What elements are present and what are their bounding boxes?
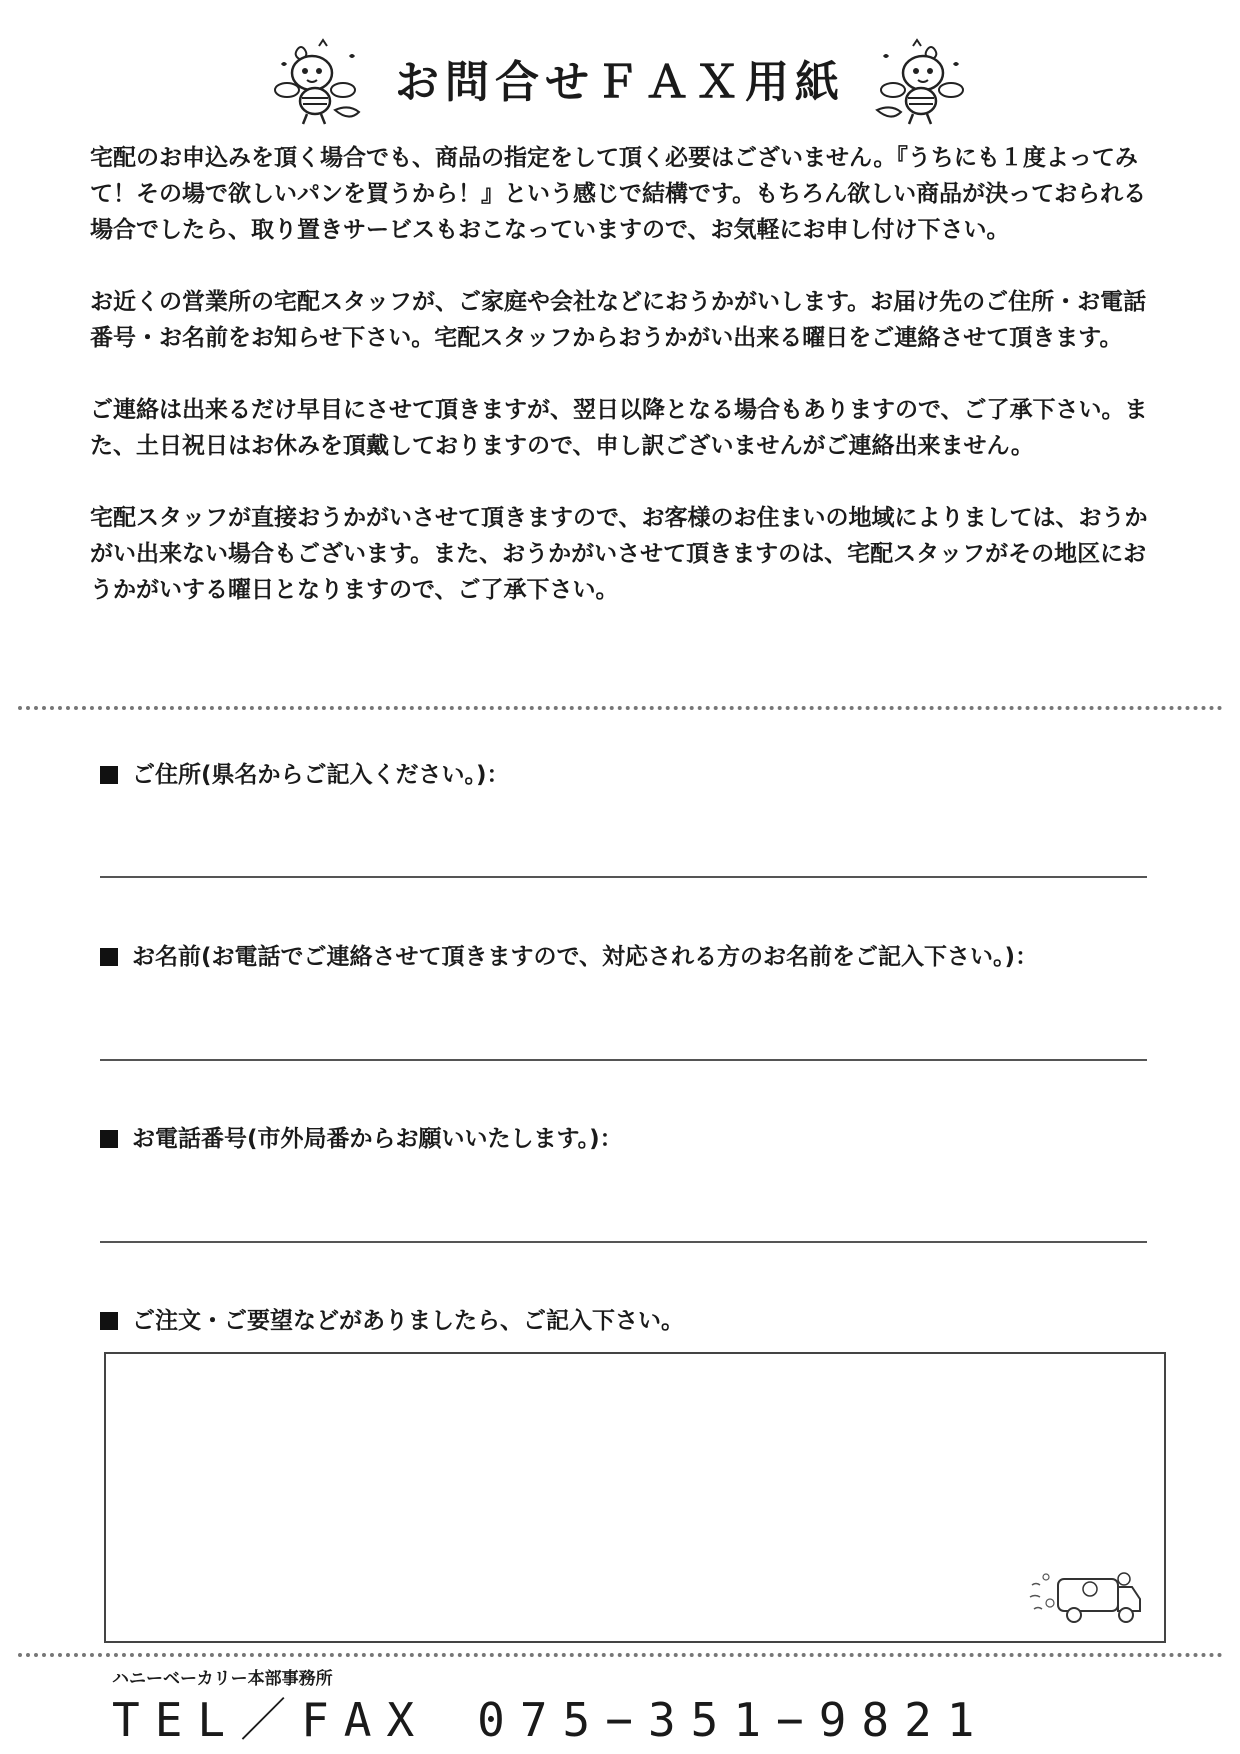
phone-label: [100, 1124, 623, 1154]
square-bullet-icon: [100, 766, 118, 784]
dotted-divider: [18, 1653, 1223, 1657]
square-bullet-icon: [100, 1130, 118, 1148]
bee-mascot-icon: [863, 38, 973, 128]
square-bullet-icon: [100, 1312, 118, 1330]
intro-paragraph: 宅配のお申込みを頂く場合でも、商品の指定をして頂く必要はございません。『うちにも１度よってみて！その場で欲しいパンを買うから！』という感じで結構です。もちろん欲しい商品が決っておられる場合でしたら、取り置きサービスもおこなっていますので、お気軽にお申し付け下さい。: [90, 145, 1147, 243]
phone-label-text: お電話番号(市外局番からお願いいたします。)：: [132, 1126, 623, 1152]
office-name: ハニーベーカリー本部事務所: [112, 1669, 333, 1689]
intro-paragraph: 宅配スタッフが直接おうかがいさせて頂きますので、お客様のお住まいの地域によりましては、おうかがい出来ない場合もございます。また、おうかがいさせて頂きますのは、宅配スタッフがその地区におうかがいする曜日となりますので、ご了承下さい。: [90, 505, 1148, 603]
address-label-text: ご住所(県名からご記入ください。)：: [132, 762, 510, 788]
bee-mascot-icon: [267, 38, 377, 128]
tel-fax-number: 075−351−9821: [477, 1693, 990, 1747]
intro-paragraph: お近くの営業所の宅配スタッフが、ご家庭や会社などにおうかがいします。お届け先のご住所・お電話番号・お名前をお知らせ下さい。宅配スタッフからおうかがい出来る曜日をご連絡させて頂きます。: [90, 289, 1147, 351]
notes-label-text: ご注文・ご要望などがありましたら、ご記入下さい。: [132, 1308, 684, 1334]
address-field[interactable]: [100, 876, 1147, 878]
name-field[interactable]: [100, 1059, 1147, 1061]
notes-label: [100, 1306, 684, 1336]
phone-field[interactable]: [100, 1241, 1147, 1243]
delivery-truck-icon: [1028, 1557, 1146, 1629]
intro-text: [90, 140, 1155, 644]
title-row: [0, 38, 1240, 128]
page-title: お問合せＦＡＸ用紙: [395, 57, 845, 108]
name-label-text: お名前(お電話でご連絡させて頂きますので、対応される方のお名前をご記入下さい。)：: [132, 944, 1039, 970]
intro-paragraph: ご連絡は出来るだけ早目にさせて頂きますが、翌日以降となる場合もありますので、ご了承下さい。また、土日祝日はお休みを頂戴しておりますので、申し訳ございませんがご連絡出来ません。: [90, 397, 1148, 459]
square-bullet-icon: [100, 948, 118, 966]
dotted-divider: [18, 706, 1223, 710]
name-label: [100, 942, 1038, 972]
tel-fax-label: TEL／FAX: [112, 1693, 430, 1747]
address-label: [100, 760, 510, 790]
notes-field[interactable]: [104, 1352, 1166, 1643]
tel-fax-line: [112, 1692, 990, 1748]
